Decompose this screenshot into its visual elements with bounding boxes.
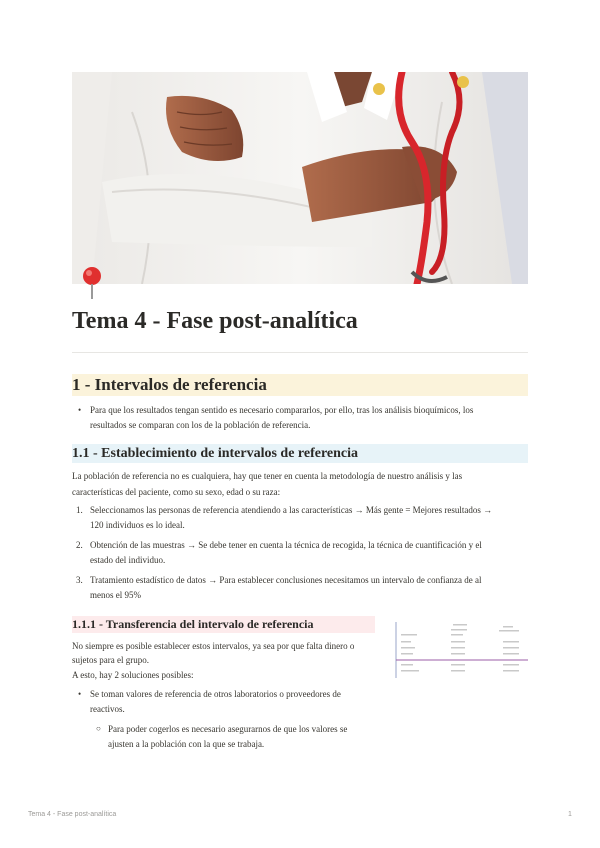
- section111-sub-bullet-line1: Para poder cogerlos es necesario asegurarnos de que los valores se: [108, 724, 348, 734]
- list-item-3-line2: menos el 95%: [90, 590, 141, 600]
- list-item-1-line1: Seleccionamos las personas de referencia atendiendo a las características → Más gente = Mejores resultados →: [90, 505, 493, 515]
- footer-title: Tema 4 - Fase post-analítica: [28, 811, 117, 818]
- section111-sub-bullet-line2: ajusten a la población con la que se trabaja.: [108, 739, 265, 749]
- section1-bullet-line2: resultados se comparan con los de la población de referencia.: [90, 420, 311, 430]
- heading-intervalos-de-referencia: 1 - Intervalos de referencia: [72, 374, 528, 396]
- doctor-illustration: [72, 72, 528, 284]
- heading-transferencia: 1.1.1 - Transferencia del intervalo de referencia: [72, 616, 375, 633]
- bullet-marker: •: [78, 405, 82, 415]
- list-item-2-line1: Obtención de las muestras → Se debe tener en cuenta la técnica de recogida, la técnica de cuantificación y el: [90, 540, 482, 550]
- list-item-2-line2: estado del individuo.: [90, 555, 166, 565]
- sub-bullet-marker: ○: [96, 724, 101, 733]
- section111-p-line2: sujetos para el grupo.: [72, 655, 149, 665]
- list-number: 2.: [76, 540, 83, 550]
- list-number: 3.: [76, 575, 83, 585]
- cover-image: [72, 72, 528, 284]
- section111-bullet-line2: reactivos.: [90, 704, 125, 714]
- page-title: Tema 4 - Fase post-analítica: [72, 308, 358, 334]
- bullet-marker: •: [78, 689, 82, 699]
- section111-p-line1: No siempre es posible establecer estos intervalos, ya sea por que falta dinero o: [72, 641, 355, 651]
- list-item-1-line2: 120 individuos es lo ideal.: [90, 520, 185, 530]
- list-item-3-line1: Tratamiento estadístico de datos → Para establecer conclusiones necesitamos un intervalo de confianza de al: [90, 575, 482, 585]
- section1-bullet-line1: Para que los resultados tengan sentido es necesario compararlos, por ello, tras los análisis bioquímicos, los: [90, 405, 474, 415]
- list-number: 1.: [76, 505, 83, 515]
- reference-table-image: [395, 622, 528, 678]
- title-divider: [72, 352, 528, 353]
- section111-bullet-line1: Se toman valores de referencia de otros laboratorios o proveedores de: [90, 689, 341, 699]
- heading-establecimiento: 1.1 - Establecimiento de intervalos de referencia: [72, 444, 528, 463]
- footer-page-number: 1: [568, 811, 572, 818]
- section11-intro-line1: La población de referencia no es cualquiera, hay que tener en cuenta la metodología de nuestro análisis y las: [72, 471, 463, 481]
- section111-p-line3: A esto, hay 2 soluciones posibles:: [72, 670, 194, 680]
- section11-intro-line2: características del paciente, como su sexo, edad o su raza:: [72, 487, 281, 497]
- pushpin-icon: [78, 266, 106, 300]
